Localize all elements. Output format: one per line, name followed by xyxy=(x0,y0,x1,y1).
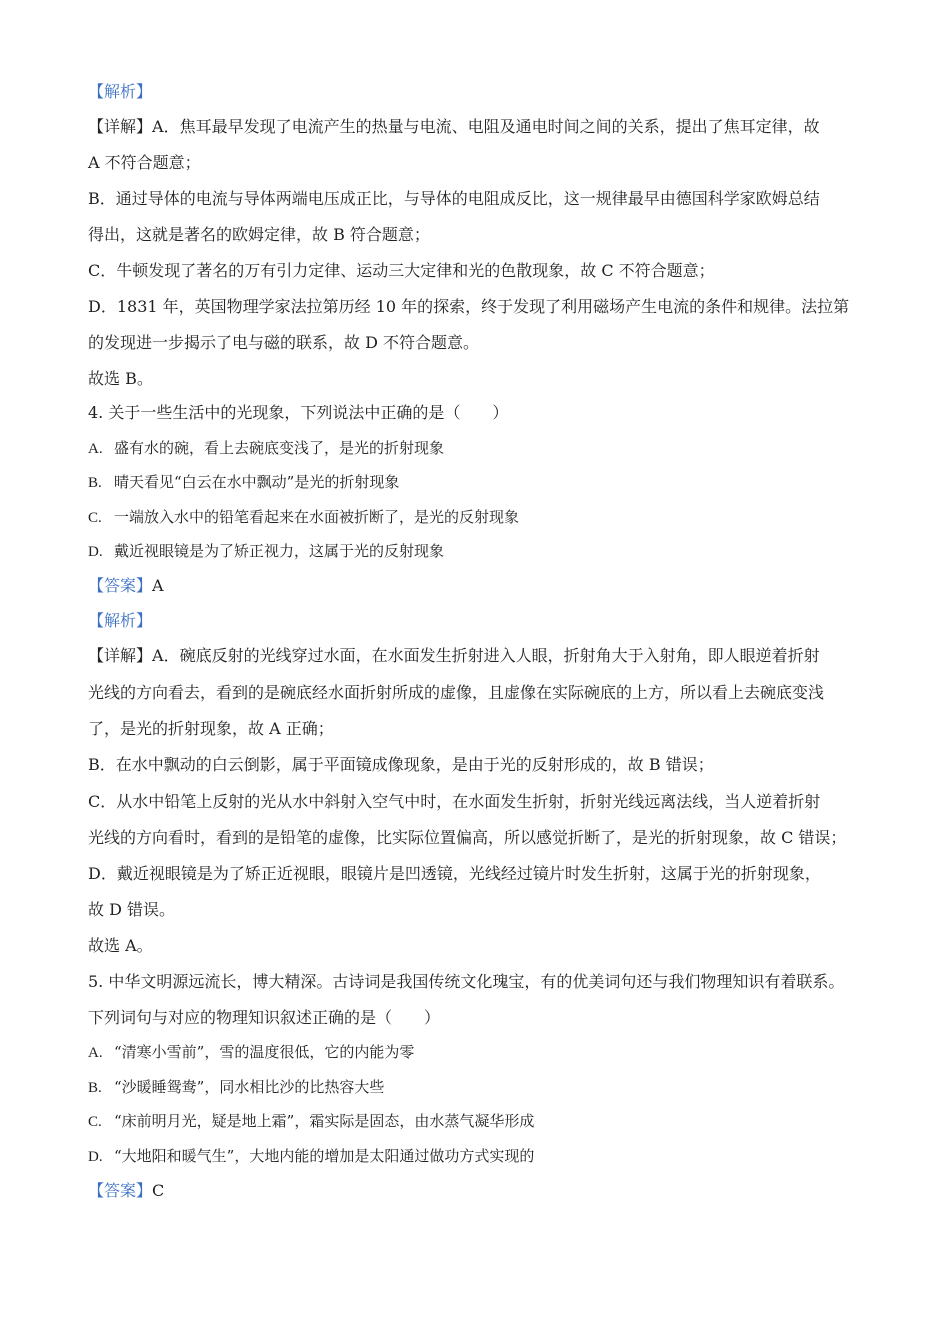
q4-answer xyxy=(88,576,164,596)
q4-detail-line-2: 光线的方向看去，看到的是碗底经水面折射所成的虚像，且虚像在实际碗底的上方，所以看上去碗底变浅 xyxy=(88,683,825,702)
q4-answer-value: A xyxy=(152,576,164,595)
q3-detail-line-3: B．通过导体的电流与导体两端电压成正比，与导体的电阻成反比，这一规律最早由德国科学家欧姆总结 xyxy=(88,189,820,208)
q4-conclusion: 故选 A。 xyxy=(88,936,153,955)
q4-detail-line-1: 【详解】A．碗底反射的光线穿过水面，在水面发生折射进入人眼，折射角大于入射角，即人眼逆着折射 xyxy=(88,646,820,665)
q4-detail-line-3: 了，是光的折射现象，故 A 正确； xyxy=(88,719,334,738)
q4-detail-line-8: 故 D 错误。 xyxy=(88,900,176,919)
q5-option-a: A. “清寒小雪前”，雪的温度很低，它的内能为零 xyxy=(88,1043,415,1061)
q4-option-a: A. 盛有水的碗，看上去碗底变浅了，是光的折射现象 xyxy=(88,439,445,457)
q4-option-b: B. 晴天看见“白云在水中飘动”是光的折射现象 xyxy=(88,473,400,491)
q4-detail-tag: 【详解】 xyxy=(88,646,153,665)
q5-stem-line-1: 5. 中华文明源远流长，博大精深。古诗词是我国传统文化瑰宝，有的优美词句还与我们物理知识有着联系。 xyxy=(88,972,845,991)
q4-analysis-tag: 【解析】 xyxy=(88,611,153,630)
q3-detail-tag: 【详解】 xyxy=(88,117,153,136)
q5-stem-line-2: 下列词句与对应的物理知识叙述正确的是（ ） xyxy=(88,1008,441,1027)
q3-detail-line-1: 【详解】A．焦耳最早发现了电流产生的热量与电流、电阻及通电时间之间的关系，提出了焦耳定律，故 xyxy=(88,117,820,136)
q4-detail-line-6: 光线的方向看时，看到的是铅笔的虚像，比实际位置偏高，所以感觉折断了，是光的折射现象，故 C 错误； xyxy=(88,828,847,847)
q3-detail-line-2: A 不符合题意； xyxy=(88,153,201,172)
q4-detail-line-5: C．从水中铅笔上反射的光从水中斜射入空气中时，在水面发生折射，折射光线远离法线，当人逆着折射 xyxy=(88,792,821,811)
q5-answer-value: C xyxy=(152,1181,165,1200)
q5-option-b: B. “沙暖睡鸳鸯”，同水相比沙的比热容大些 xyxy=(88,1078,385,1096)
q3-analysis-tag: 【解析】 xyxy=(88,82,153,101)
q3-detail-line-5: C．牛顿发现了著名的万有引力定律、运动三大定律和光的色散现象，故 C 不符合题意； xyxy=(88,261,715,280)
q5-option-c: C. “床前明月光，疑是地上霜”，霜实际是固态，由水蒸气凝华形成 xyxy=(88,1112,535,1130)
q5-answer-tag: 【答案】 xyxy=(88,1181,153,1200)
q5-option-d: D. “大地阳和暖气生”，大地内能的增加是太阳通过做功方式实现的 xyxy=(88,1147,535,1165)
q4-option-c: C. 一端放入水中的铅笔看起来在水面被折断了，是光的反射现象 xyxy=(88,508,520,526)
q3-detail-line-4: 得出，这就是著名的欧姆定律，故 B 符合题意； xyxy=(88,225,430,244)
q3-conclusion: 故选 B。 xyxy=(88,369,153,388)
q4-detail-line-7: D．戴近视眼镜是为了矫正近视眼，眼镜片是凹透镜，光线经过镜片时发生折射，这属于光的折射现象， xyxy=(88,864,821,883)
q4-detail-line-4: B．在水中飘动的白云倒影，属于平面镜成像现象，是由于光的反射形成的，故 B 错误； xyxy=(88,755,714,774)
q3-detail-line-6: D．1831 年，英国物理学家法拉第历经 10 年的探索，终于发现了利用磁场产生电流的条件和规律。法拉第 xyxy=(88,297,850,316)
q5-answer xyxy=(88,1181,164,1201)
q3-detail-line-7: 的发现进一步揭示了电与磁的联系，故 D 不符合题意。 xyxy=(88,333,480,352)
q4-answer-tag: 【答案】 xyxy=(88,576,153,595)
q4-option-d: D. 戴近视眼镜是为了矫正视力，这属于光的反射现象 xyxy=(88,542,445,560)
q4-stem: 4. 关于一些生活中的光现象，下列说法中正确的是（ ） xyxy=(88,403,509,422)
